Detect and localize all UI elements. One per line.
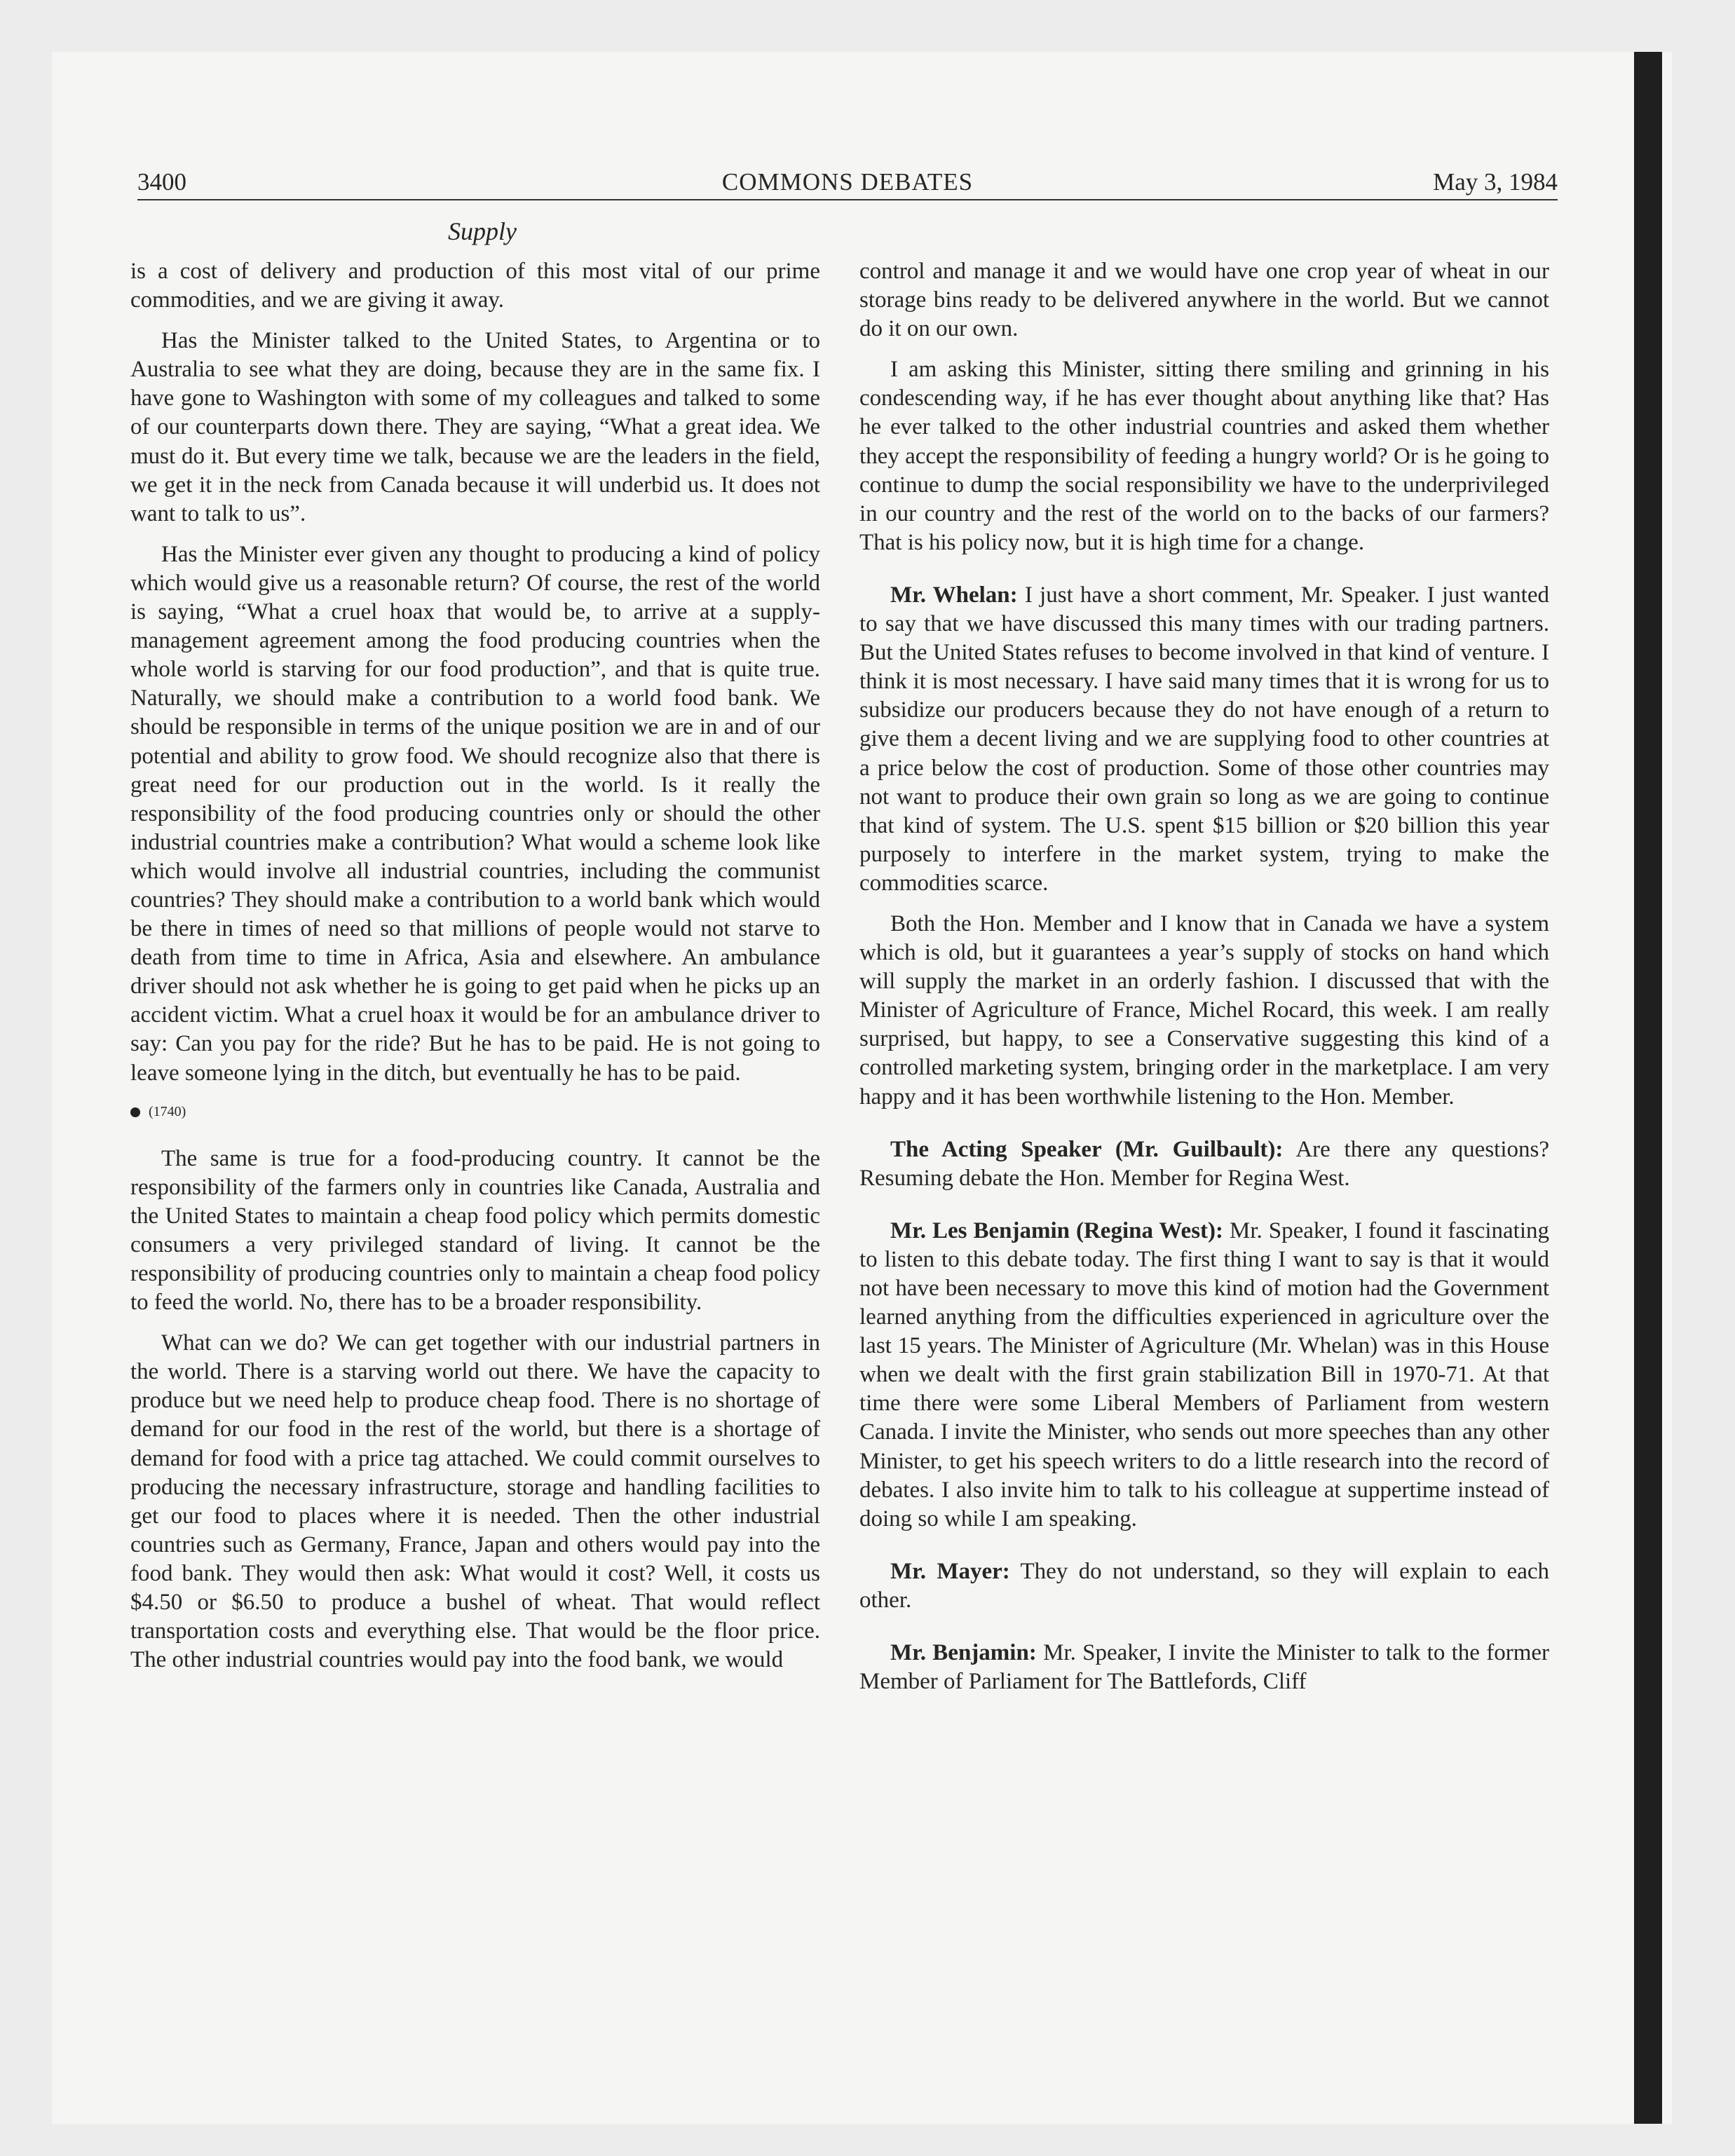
left-column: [130, 257, 820, 1686]
time-marker: [130, 1100, 820, 1124]
scan-edge-shadow: [1634, 52, 1662, 2124]
speech-benjamin: [859, 1217, 1549, 1534]
paragraph: Both the Hon. Member and I know that in Canada we have a system which is old, but it guarantees a year’s supply of stocks on hand which will supply the market in an orderly fashion. I discussed that with the Minister of Agriculture of France, Michel Rocard, this week. I am really surprised, but happy, to see a Conservative suggesting this kind of a controlled marketing system, bringing order in the marketplace. I am very happy and it has been worthwhile listening to the Hon. Member.: [859, 910, 1549, 1110]
page-number: 3400: [137, 168, 186, 196]
speech-text: Mr. Speaker, I invite the Minister to talk to the former Member of Parliament for The Battlefords, Cliff: [859, 1640, 1550, 1695]
paragraph: I am asking this Minister, sitting there smiling and grinning in his condescending way, if he has ever thought about anything like that? Has he ever talked to the other industrial countries and asked them whether they accept the responsibility of feeding a hungry world? Or is he going to continue to dump the social responsibility we have to the underprivileged in our country and the rest of the world on to the backs of our farmers? That is his policy now, but it is high time for a change.: [859, 357, 1549, 555]
speech-whelan: [859, 581, 1549, 898]
speech-benjamin-2: [859, 1639, 1549, 1696]
speaker-name: Mr. Whelan:: [890, 582, 1018, 608]
speech-text: Are there any questions? Resuming debate the Hon. Member for Regina West.: [859, 1136, 1549, 1191]
speech-acting-speaker: [859, 1135, 1549, 1193]
right-column: [859, 257, 1549, 1708]
speaker-name: Mr. Benjamin:: [890, 1640, 1037, 1666]
speech-text: They do not understand, so they will explain to each other.: [859, 1558, 1549, 1613]
speaker-name: Mr. Les Benjamin (Regina West):: [890, 1217, 1223, 1243]
page-header: [137, 168, 1558, 203]
speech-text: Mr. Speaker, I found it fascinating to listen to this debate today. The first thing I want to say is that it would not have been necessary to move this kind of motion had the Government learned anything from the difficulties experienced in agriculture over the last 15 years. The Minister of Agriculture (Mr. Whelan) was in this House when we dealt with the first grain stabilization Bill in 1970-71. At that time there were some Liberal Members of Parliament from western Canada. I invite the Minister, who sends out more speeches than any other Minister, to get his speech writers to do a little research into the record of debates. I also invite him to talk to his colleague at suppertime instead of doing so while I am speaking.: [859, 1217, 1549, 1531]
speaker-name: Mr. Mayer:: [890, 1558, 1010, 1584]
header-rule: [137, 199, 1558, 200]
publication-date: May 3, 1984: [1433, 168, 1558, 196]
publication-title: COMMONS DEBATES: [721, 168, 974, 196]
speech-mayer: [859, 1557, 1549, 1615]
paragraph: Has the Minister ever given any thought to producing a kind of policy which would give us a reasonable return? Of course, the rest of the world is saying, “What a cruel hoax that would be, to arrive at a supply-management agreement among the food producing countries when the whole world is starving for our food production”, and that is quite true. Naturally, we should make a contribution to a world food bank. We should be responsible in terms of the unique position we are in and of our potential and ability to grow food. We should recognize also that there is great need for our production out in the world. Is it really the responsibility of the food producing countries only or should the other industrial countries make a contribution? What would a scheme look like which would involve all industrial countries, including the communist countries? They should make a contribution to a world bank which would be there in times of need so that millions of people would not starve to death from time to time in Africa, Asia and elsewhere. An ambulance driver should not ask whether he is going to get paid when he picks up an accident victim. What a cruel hoax it would be for an ambulance driver to say: Can you pay for the ride? But he has to be paid. He is not going to leave someone lying in the ditch, but eventually he has to be paid.: [130, 541, 820, 1086]
time-marker-label: (1740): [149, 1103, 186, 1119]
paragraph: is a cost of delivery and production of this most vital of our prime commodities, and we are giving it away.: [130, 259, 820, 313]
bullet-icon: [130, 1107, 140, 1117]
paragraph: The same is true for a food-producing country. It cannot be the responsibility of the farmers only in countries like Canada, Australia and the United States to maintain a cheap food policy which permits domestic consumers a very privileged standard of living. It cannot be the responsibility of producing countries only to maintain a cheap food policy to feed the world. No, there has to be a broader responsibility.: [130, 1145, 820, 1316]
paragraph: Has the Minister talked to the United States, to Argentina or to Australia to see what they are doing, because they are in the same fix. I have gone to Washington with some of my colleagues and talked to some of our counterparts down there. They are saying, “What a great idea. We must do it. But every time we talk, because we are the leaders in the field, we get it in the neck from Canada because it will underbid us. It does not want to talk to us”.: [130, 328, 820, 526]
speech-text: I just have a short comment, Mr. Speaker. I just wanted to say that we have discussed this many times with our trading partners. But the United States refuses to become involved in that kind of venture. I think it is most necessary. I have said many times that it is wrong for us to subsidize our producers because they do not have enough of a return to give them a decent living and we are supplying food to other countries at a price below the cost of production. Some of those other countries may not want to produce their own grain so long as we are going to continue that kind of system. The U.S. spent $15 billion or $20 billion this year purposely to interfere in the market system, trying to make the commodities scarce.: [859, 582, 1549, 896]
paragraph: control and manage it and we would have one crop year of wheat in our storage bins ready to be delivered anywhere in the world. But we cannot do it on our own.: [859, 259, 1549, 342]
speaker-name: The Acting Speaker (Mr. Guilbault):: [890, 1136, 1284, 1162]
section-title: Supply: [448, 217, 517, 245]
paragraph: What can we do? We can get together with our industrial partners in the world. There is a starving world out there. We have the capacity to produce but we need help to produce cheap food. There is no shortage of demand for our food in the rest of the world, but there is a shortage of demand for food with a price tag attached. We could commit ourselves to producing the necessary infrastructure, storage and handling facilities to get our food to places where it is needed. Then the other industrial countries such as Germany, France, Japan and others would pay into the food bank. They would then ask: What would it cost? Well, it costs us $4.50 or $6.50 to produce a bushel of wheat. That would reflect transportation costs and everything else. That would be the floor price. The other industrial countries would pay into the food bank, we would: [130, 1330, 820, 1673]
